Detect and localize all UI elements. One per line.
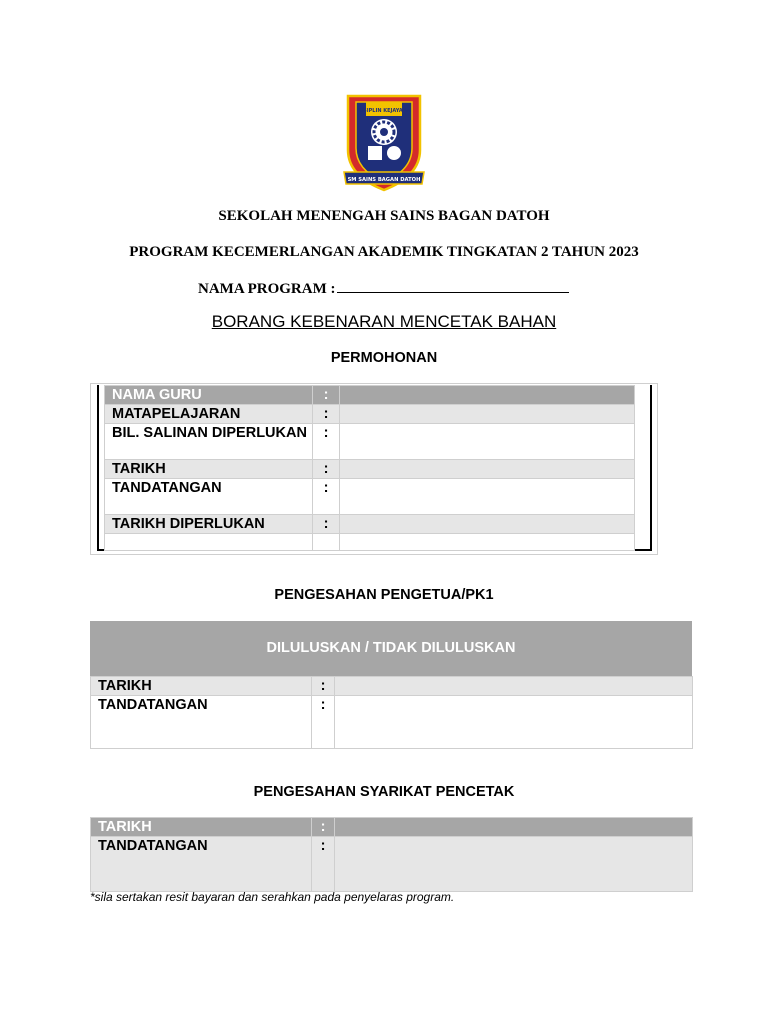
table-row <box>91 818 693 837</box>
footnote: *sila sertakan resit bayaran dan serahkan pada penyelaras program. <box>90 890 455 904</box>
row-colon: : <box>313 405 340 424</box>
row-colon: : <box>312 818 335 837</box>
svg-text:SM SAINS BAGAN DATOH: SM SAINS BAGAN DATOH <box>347 177 421 183</box>
row-label: TARIKH <box>105 460 313 479</box>
pengetua-table <box>90 676 693 749</box>
form-title: BORANG KEBENARAN MENCETAK BAHAN <box>211 312 557 331</box>
row-label: TARIKH <box>91 818 312 837</box>
program-name-label: NAMA PROGRAM : <box>198 281 336 297</box>
row-label: MATAPELAJARAN <box>105 405 313 424</box>
row-label: TARIKH <box>91 677 312 696</box>
school-name: SEKOLAH MENENGAH SAINS BAGAN DATOH <box>218 208 550 224</box>
permohonan-table <box>104 385 635 551</box>
pencetak-tandatangan-field[interactable] <box>335 837 693 892</box>
table-row <box>91 677 693 696</box>
nama-guru-field[interactable] <box>340 386 635 405</box>
tarikh-diperlukan-field[interactable] <box>340 515 635 534</box>
row-colon: : <box>313 386 340 405</box>
row-label <box>105 534 313 551</box>
row-colon: : <box>313 460 340 479</box>
matapelajaran-field[interactable] <box>340 405 635 424</box>
program-name-line <box>198 278 569 298</box>
program-name-blank[interactable] <box>337 278 569 293</box>
table-row <box>105 405 635 424</box>
row-label: BIL. SALINAN DIPERLUKAN <box>105 424 313 460</box>
approval-banner: DILULUSKAN / TIDAK DILULUSKAN <box>90 621 692 676</box>
pengetua-tarikh-field[interactable] <box>335 677 693 696</box>
blank-field[interactable] <box>340 534 635 551</box>
tandatangan-field[interactable] <box>340 479 635 515</box>
table-row <box>105 479 635 515</box>
table-row <box>105 386 635 405</box>
row-label: TARIKH DIPERLUKAN <box>105 515 313 534</box>
pencetak-tarikh-field[interactable] <box>335 818 693 837</box>
row-colon: : <box>313 424 340 460</box>
row-label: NAMA GURU <box>105 386 313 405</box>
row-colon: : <box>313 479 340 515</box>
table-row <box>91 696 693 749</box>
row-label: TANDATANGAN <box>91 837 312 892</box>
pengetua-tandatangan-field[interactable] <box>335 696 693 749</box>
row-colon: : <box>313 515 340 534</box>
row-colon: : <box>312 696 335 749</box>
pencetak-title: PENGESAHAN SYARIKAT PENCETAK <box>253 784 515 800</box>
permohonan-title: PERMOHONAN <box>330 350 438 366</box>
school-crest-logo <box>338 88 430 198</box>
row-label: TANDATANGAN <box>91 696 312 749</box>
pencetak-table <box>90 817 693 892</box>
svg-text:DISIPLIN KEJAYAAN: DISIPLIN KEJAYAAN <box>357 108 411 114</box>
tarikh-field[interactable] <box>340 460 635 479</box>
table-row <box>105 534 635 551</box>
table-row <box>105 424 635 460</box>
table-row <box>91 837 693 892</box>
bil-salinan-field[interactable] <box>340 424 635 460</box>
pengetua-title: PENGESAHAN PENGETUA/PK1 <box>274 587 494 603</box>
table-row <box>105 460 635 479</box>
row-colon <box>313 534 340 551</box>
program-line: PROGRAM KECEMERLANGAN AKADEMIK TINGKATAN 2 TAHUN 2023 <box>129 244 639 260</box>
row-label: TANDATANGAN <box>105 479 313 515</box>
row-colon: : <box>312 677 335 696</box>
row-colon: : <box>312 837 335 892</box>
table-row <box>105 515 635 534</box>
